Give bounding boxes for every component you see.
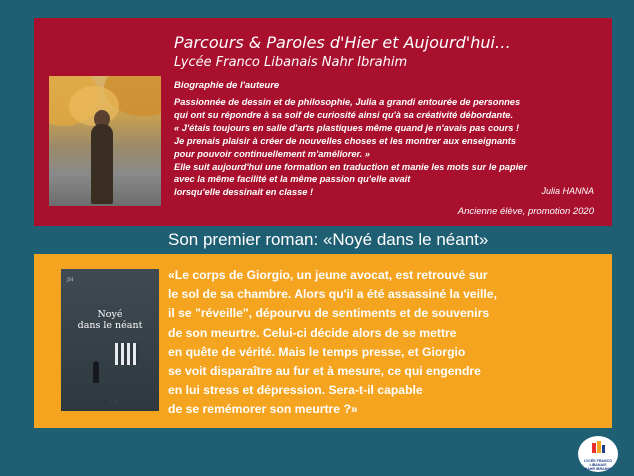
synopsis-text xyxy=(168,266,598,420)
author-signature: Julia HANNA xyxy=(541,186,594,196)
synopsis-line: en lui stress et dépression. Sera-t-il capable xyxy=(168,383,423,398)
school-name: Lycée Franco Libanais Nahr Ibrahim xyxy=(174,55,408,70)
biography-panel xyxy=(34,18,612,226)
bio-line: avec la même facilité et la même passion qu'elle avait xyxy=(174,174,411,185)
synopsis-line: de se remémorer son meurtre ?» xyxy=(168,402,358,417)
school-logo-icon xyxy=(590,440,606,456)
figure-silhouette xyxy=(93,361,99,383)
book-cover xyxy=(61,269,159,411)
novel-heading: Son premier roman: «Noyé dans le néant» xyxy=(168,230,489,249)
bio-line: Passionnée de dessin et de philosophie, Julia a grandi entourée de personnes xyxy=(174,97,521,107)
synopsis-line: «Le corps de Giorgio, un jeune avocat, est retrouvé sur xyxy=(168,268,488,282)
bio-line: « J'étais toujours en salle d'arts plastiques même quand je n'avais pas cours ! xyxy=(174,122,520,133)
book-cover-author: JH xyxy=(67,277,74,283)
bio-line: lorsqu'elle dessinait en classe ! xyxy=(174,187,314,198)
book-cover-title xyxy=(61,309,159,331)
series-title: Parcours & Paroles d'Hier et Aujourd'hui… xyxy=(174,33,511,52)
school-logo-text: LYCÉE FRANCO LIBANAIS NAHR IBRAHIM xyxy=(583,459,613,471)
bio-heading: Biographie de l'auteure xyxy=(174,80,280,91)
author-photo xyxy=(49,76,161,206)
synopsis-line: de son meurtre. Celui-ci décide alors de se mettre xyxy=(168,325,457,340)
publisher-mark: · · · xyxy=(111,399,118,404)
barred-window-illustration xyxy=(115,343,139,365)
bio-line: Je prenais plaisir à créer de nouvelles choses et les montrer aux enseignants xyxy=(174,135,517,146)
novel-panel xyxy=(34,254,612,428)
school-logo xyxy=(578,436,618,472)
synopsis-line: se voit disparaître au fur et à mesure, ce qui engendre xyxy=(168,364,481,379)
book-title-line: dans le néant xyxy=(77,320,143,331)
book-title-line: Noyé xyxy=(97,309,123,320)
synopsis-line: le sol de sa chambre. Alors qu'il a été assassiné la veille, xyxy=(168,287,497,302)
bio-line: Elle suit aujourd'hui une formation en traduction et manie les mots sur le papier xyxy=(174,161,527,172)
promotion-caption: Ancienne élève, promotion 2020 xyxy=(457,206,594,217)
synopsis-line: en quête de vérité. Mais le temps presse, et Giorgio xyxy=(168,344,466,359)
bio-text xyxy=(174,96,606,199)
bio-line: qui ont su répondre à sa soif de curiosité ainsi qu'à sa créativité débordante. xyxy=(174,109,514,120)
bio-line: pour pouvoir continuellement m'améliorer. » xyxy=(174,148,370,159)
synopsis-line: il se "réveille", dépourvu de sentiments et de souvenirs xyxy=(168,306,490,321)
